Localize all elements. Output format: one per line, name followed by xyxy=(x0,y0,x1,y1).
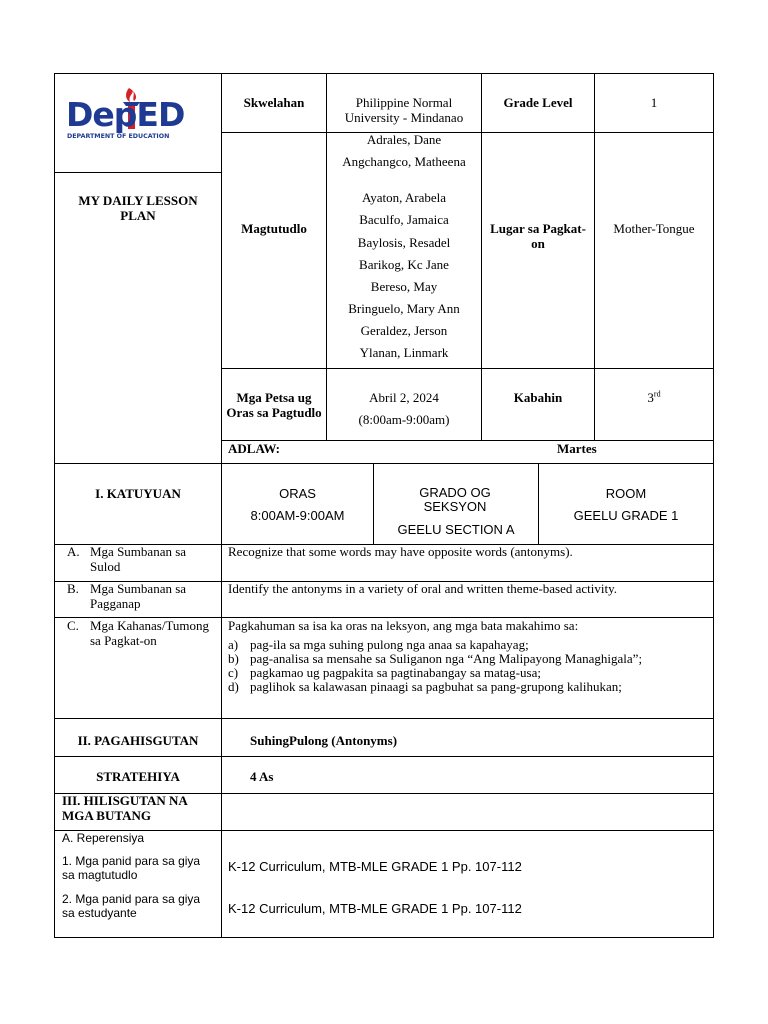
objective-marker: c) xyxy=(228,665,239,680)
teacher-name: Angchangco, Matheena xyxy=(342,154,466,169)
day-label: ADLAW: xyxy=(228,441,281,456)
teacher-name: Ylanan, Linmark xyxy=(359,345,449,360)
grid-line xyxy=(221,73,222,938)
teacher-name: Bereso, May xyxy=(370,279,438,294)
grid-line xyxy=(594,73,595,440)
logo-subtitle: DEPARTMENT OF EDUCATION xyxy=(67,133,170,140)
grid-line xyxy=(54,718,714,719)
grado-value: GEELU SECTION A xyxy=(397,522,515,537)
time-value: (8:00am-9:00am) xyxy=(358,412,450,427)
teacher-name: Adrales, Dane xyxy=(366,132,442,147)
learning-area-value: Mother-Tongue xyxy=(613,221,695,236)
grid-line xyxy=(538,463,539,545)
logo-brand-text: DepED xyxy=(66,95,185,134)
teacher-name: Baculfo, Jamaica xyxy=(359,212,449,227)
objective-text: pag-analisa sa mensahe sa Suliganon nga “Ang Malipayong Managhigala”; xyxy=(250,651,643,666)
grade-label: Grade Level xyxy=(503,95,573,110)
content-standard-marker: A. xyxy=(67,544,80,559)
objective-text: pag-ila sa mga suhing pulong nga anaa sa kapahayag; xyxy=(250,637,529,652)
objective-marker: d) xyxy=(228,679,239,694)
strategy-label: STRATEHIYA xyxy=(96,769,180,784)
topic-value: SuhingPulong (Antonyms) xyxy=(250,733,398,748)
school-value: Philippine Normal University - Mindanao xyxy=(344,95,464,125)
date-value: Abril 2, 2024 xyxy=(369,390,439,405)
deped-logo xyxy=(66,86,211,148)
quarter-label: Kabahin xyxy=(513,390,563,405)
teacher-name: Geraldez, Jerson xyxy=(360,323,448,338)
teacher-guide-value: K-12 Curriculum, MTB-MLE GRADE 1 Pp. 107-112 xyxy=(228,859,522,874)
student-guide-label: 2. Mga panid para sa giya sa estudyante xyxy=(62,892,201,920)
school-label: Skwelahan xyxy=(243,95,305,110)
content-standard-value: Recognize that some words may have opposite words (antonyms). xyxy=(228,544,573,559)
teacher-name: Barikog, Kc Jane xyxy=(359,257,449,272)
objective-marker: a) xyxy=(228,637,239,652)
grade-value: 1 xyxy=(650,95,658,110)
performance-standard-label: Mga Sumbanan sa Pagganap xyxy=(90,581,187,611)
teacher-name: Bringuelo, Mary Ann xyxy=(348,301,460,316)
oras-label: ORAS xyxy=(279,486,316,501)
objective-item xyxy=(228,652,714,666)
learning-area-label: Lugar sa Pagkat-on xyxy=(490,221,586,251)
quarter-suffix: rd xyxy=(653,389,661,399)
content-standard-label: Mga Sumbanan sa Sulod xyxy=(90,544,187,574)
reference-label: A. Reperensiya xyxy=(62,831,145,845)
day-value: Martes xyxy=(557,441,597,456)
performance-standard-marker: B. xyxy=(67,581,79,596)
section-pagahisgutan-title: II. PAGAHISGUTAN xyxy=(77,733,199,748)
room-value: GEELU GRADE 1 xyxy=(573,508,679,523)
quarter-value xyxy=(595,390,713,405)
quarter-number: 3 xyxy=(647,390,654,405)
learning-competency-value: Pagkahuman sa isa ka oras na leksyon, ang mga bata makahimo sa: xyxy=(228,618,579,633)
table-border-left xyxy=(54,73,55,938)
room-label: ROOM xyxy=(605,486,647,501)
section-katuyuan-title: I. KATUYUAN xyxy=(95,486,181,501)
grid-line xyxy=(54,463,714,464)
oras-value: 8:00AM-9:00AM xyxy=(250,508,345,523)
table-border-right xyxy=(713,73,714,938)
objective-item xyxy=(228,680,714,694)
objective-text: paglihok sa kalawasan pinaagi sa pagbuhat sa pang-grupong kalihukan; xyxy=(250,679,622,694)
table-border-top xyxy=(54,73,714,74)
teacher-label: Magtutudlo xyxy=(241,221,307,236)
performance-standard-value: Identify the antonyms in a variety of oral and written theme-based activity. xyxy=(228,581,618,596)
grid-line xyxy=(222,368,713,369)
date-label: Mga Petsa ug Oras sa Pagtudlo xyxy=(226,390,322,420)
learning-competency-label: Mga Kahanas/Tumong sa Pagkat-on xyxy=(90,618,210,648)
grid-line xyxy=(54,172,221,173)
objective-text: pagkamao ug pagpakita sa pagtinabangay sa matag-usa; xyxy=(250,665,541,680)
teacher-name: Ayaton, Arabela xyxy=(362,190,446,205)
objective-marker: b) xyxy=(228,651,239,666)
table-border-bottom xyxy=(54,937,714,938)
teacher-name: Baylosis, Resadel xyxy=(357,235,451,250)
grado-label: GRADO OG SEKSYON xyxy=(419,485,491,514)
doc-title: MY DAILY LESSON PLAN xyxy=(78,193,198,223)
grid-line xyxy=(54,756,714,757)
student-guide-value: K-12 Curriculum, MTB-MLE GRADE 1 Pp. 107-112 xyxy=(228,901,522,916)
learning-competency-marker: C. xyxy=(67,618,79,633)
objective-item xyxy=(228,638,714,652)
teacher-guide-label: 1. Mga panid para sa giya sa magtutudlo xyxy=(62,854,201,882)
grid-line xyxy=(481,73,482,440)
grid-line xyxy=(54,830,714,831)
section-materials-title: III. HILISGUTAN NA MGA BUTANG xyxy=(62,793,188,823)
objective-item xyxy=(228,666,714,680)
objectives-list xyxy=(228,638,714,694)
grid-line xyxy=(222,440,713,441)
strategy-value: 4 As xyxy=(250,769,274,784)
